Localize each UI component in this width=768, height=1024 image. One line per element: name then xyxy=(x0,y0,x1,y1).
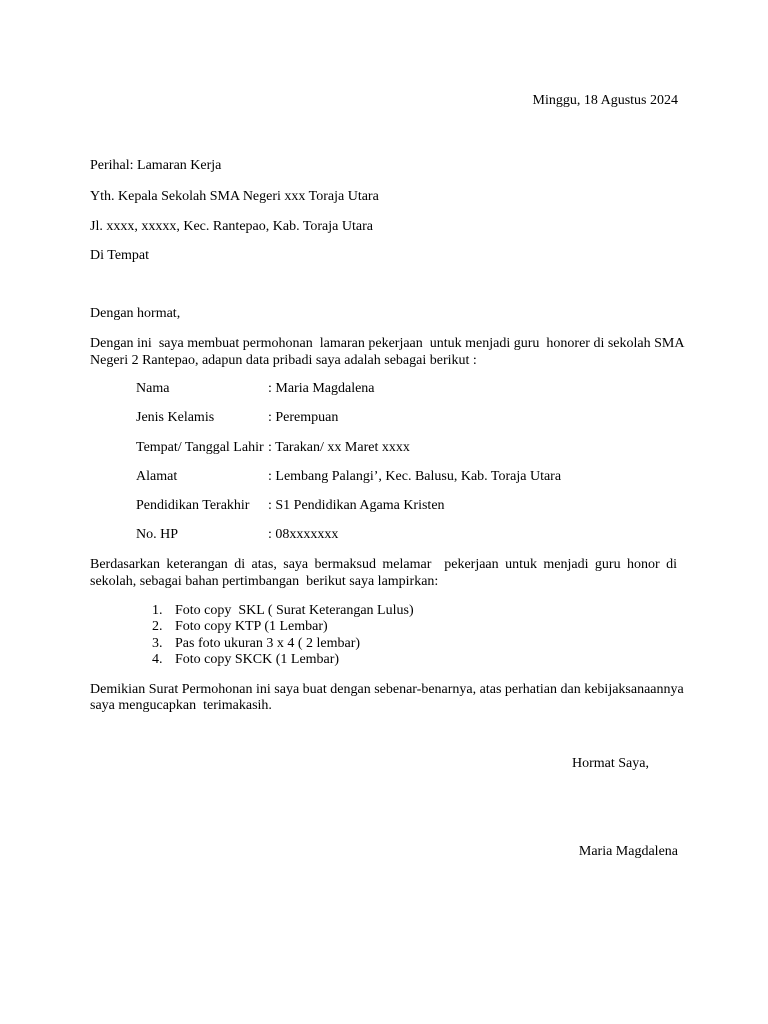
personal-data-value: : S1 Pendidikan Agama Kristen xyxy=(268,498,445,513)
attachment-number: 2. xyxy=(152,619,163,634)
personal-data-row xyxy=(136,439,410,456)
attachment-item xyxy=(152,602,414,619)
body-paragraph-line-2: sekolah, sebagai bahan pertimbangan berikut saya lampirkan: xyxy=(90,574,439,589)
salutation: Dengan hormat, xyxy=(90,306,181,321)
attachment-text: Foto copy SKCK (1 Lembar) xyxy=(175,652,340,667)
personal-data-label: No. HP xyxy=(136,527,179,542)
attachment-number: 3. xyxy=(152,636,163,651)
attachment-number: 1. xyxy=(152,603,163,618)
personal-data-label: Pendidikan Terakhir xyxy=(136,498,250,513)
personal-data-row xyxy=(136,409,338,426)
personal-data-value: : Tarakan/ xx Maret xxxx xyxy=(268,440,410,455)
personal-data-value: : Lembang Palangi’, Kec. Balusu, Kab. Toraja Utara xyxy=(268,469,562,484)
letter-recipient: Yth. Kepala Sekolah SMA Negeri xxx Toraja Utara xyxy=(90,189,379,204)
closing-paragraph-line-1: Demikian Surat Permohonan ini saya buat dengan sebenar-benarnya, atas perhatian dan kebijaksanaannya xyxy=(90,682,684,697)
personal-data-value: : Perempuan xyxy=(268,410,339,425)
personal-data-label: Tempat/ Tanggal Lahir xyxy=(136,440,264,455)
attachment-item xyxy=(152,651,339,668)
letter-subject: Perihal: Lamaran Kerja xyxy=(90,158,222,173)
attachment-item xyxy=(152,635,360,652)
attachment-text: Pas foto ukuran 3 x 4 ( 2 lembar) xyxy=(175,636,361,651)
recipient-place: Di Tempat xyxy=(90,248,150,263)
attachment-text: Foto copy SKL ( Surat Keterangan Lulus) xyxy=(175,603,414,618)
personal-data-value: : Maria Magdalena xyxy=(268,381,375,396)
body-paragraph-line-1: Berdasarkan keterangan di atas, saya bermaksud melamar pekerjaan untuk menjadi guru honor di xyxy=(90,557,677,572)
personal-data-label: Alamat xyxy=(136,469,178,484)
attachment-number: 4. xyxy=(152,652,163,667)
personal-data-row xyxy=(136,497,445,514)
intro-paragraph-line-1: Dengan ini saya membuat permohonan lamaran pekerjaan untuk menjadi guru honorer di sekolah SMA xyxy=(90,336,685,351)
personal-data-row xyxy=(136,380,375,397)
recipient-address: Jl. xxxx, xxxxx, Kec. Rantepao, Kab. Toraja Utara xyxy=(90,219,373,234)
attachment-text: Foto copy KTP (1 Lembar) xyxy=(175,619,328,634)
personal-data-label: Jenis Kelamis xyxy=(136,410,215,425)
personal-data-value: : 08xxxxxxx xyxy=(268,527,339,542)
personal-data-row xyxy=(136,468,561,485)
signature-name: Maria Magdalena xyxy=(578,844,678,859)
sign-off: Hormat Saya, xyxy=(572,756,649,771)
closing-paragraph-line-2: saya mengucapkan terimakasih. xyxy=(90,698,272,713)
letter-date: Minggu, 18 Agustus 2024 xyxy=(532,93,678,108)
personal-data-row xyxy=(136,526,338,543)
attachment-item xyxy=(152,618,328,635)
personal-data-label: Nama xyxy=(136,381,170,396)
intro-paragraph-line-2: Negeri 2 Rantepao, adapun data pribadi saya adalah sebagai berikut : xyxy=(90,353,477,368)
